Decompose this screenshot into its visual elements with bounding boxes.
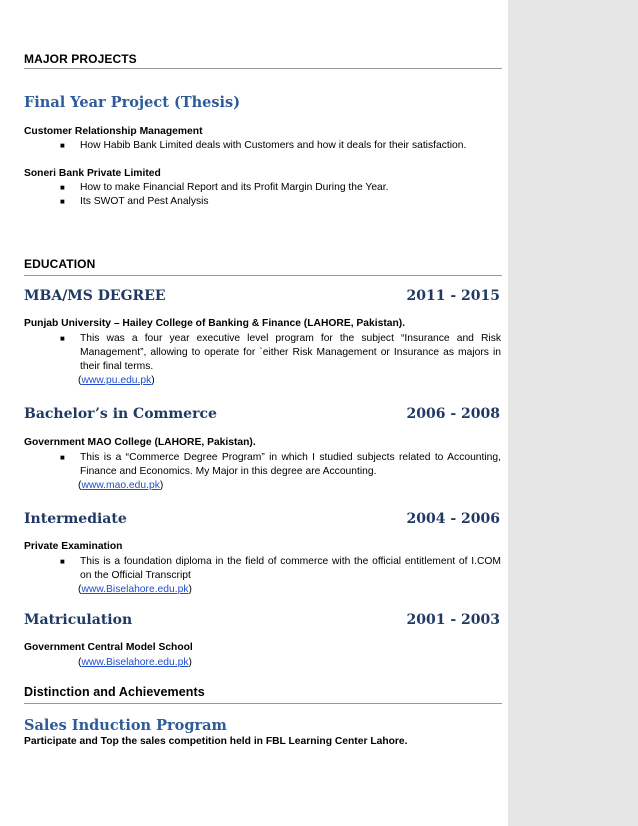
degree-row <box>24 511 500 527</box>
degree-years: 2001 - 2003 <box>406 612 500 628</box>
bullet-icon: ■ <box>60 453 65 462</box>
project-bullet: Its SWOT and Pest Analysis <box>80 196 209 207</box>
institution: Private Examination <box>24 541 123 552</box>
bullet-icon: ■ <box>60 183 65 192</box>
degree-years: 2011 - 2015 <box>406 288 500 304</box>
degree-description: This was a four year executive level program for the subject “Insurance and Risk Management”, allowing to operate for `either Risk Management or Insurance as majors in their final terms. <box>80 333 501 372</box>
project-name: Customer Relationship Management <box>24 126 203 137</box>
degree-title: MBA/MS DEGREE <box>24 288 166 304</box>
institution-link-line: (www.mao.edu.pk) <box>78 480 164 491</box>
institution-link-line: (www.Biselahore.edu.pk) <box>78 657 192 668</box>
degree-row <box>24 288 500 304</box>
institution-link[interactable]: www.Biselahore.edu.pk <box>81 657 189 668</box>
bullet-icon: ■ <box>60 141 65 150</box>
institution: Punjab University – Hailey College of Banking & Finance (LAHORE, Pakistan). <box>24 318 406 329</box>
bullet-icon: ■ <box>60 557 65 566</box>
project-title: Final Year Project (Thesis) <box>24 94 241 111</box>
project-name: Soneri Bank Private Limited <box>24 168 161 179</box>
institution-link[interactable]: www.pu.edu.pk <box>81 375 152 386</box>
degree-row <box>24 406 500 422</box>
comment-pane <box>508 0 638 826</box>
degree-years: 2006 - 2008 <box>406 406 500 422</box>
project-bullet: How Habib Bank Limited deals with Customers and how it deals for their satisfaction. <box>80 140 467 151</box>
institution-link-line: (www.pu.edu.pk) <box>78 375 155 386</box>
achievement-text: Participate and Top the sales competition held in FBL Learning Center Lahore. <box>24 736 408 747</box>
section-rule <box>24 275 502 276</box>
degree-row <box>24 612 500 628</box>
institution-link[interactable]: www.mao.edu.pk <box>81 480 160 491</box>
institution: Government Central Model School <box>24 642 193 653</box>
institution-link[interactable]: www.Biselahore.edu.pk <box>81 584 189 595</box>
bullet-icon: ■ <box>60 197 65 206</box>
section-rule <box>24 68 502 69</box>
bullet-icon: ■ <box>60 334 65 343</box>
section-rule <box>24 703 502 704</box>
institution-link-line: (www.Biselahore.edu.pk) <box>78 584 192 595</box>
degree-title: Matriculation <box>24 612 133 628</box>
education-heading: EDUCATION <box>24 257 96 271</box>
project-bullet: How to make Financial Report and its Profit Margin During the Year. <box>80 182 389 193</box>
degree-title: Bachelor’s in Commerce <box>24 406 217 422</box>
degree-years: 2004 - 2006 <box>406 511 500 527</box>
achievement-title: Sales Induction Program <box>24 717 227 734</box>
major-projects-heading: MAJOR PROJECTS <box>24 52 137 66</box>
achievements-heading: Distinction and Achievements <box>24 685 205 699</box>
degree-description: This is a “Commerce Degree Program” in which I studied subjects related to Accounting, Finance and Economics. My Major in this degree are Accounting. <box>80 452 501 477</box>
degree-title: Intermediate <box>24 511 127 527</box>
institution: Government MAO College (LAHORE, Pakistan). <box>24 437 256 448</box>
degree-description: This is a foundation diploma in the field of commerce with the official entitlement of I.COM on the Official Transcript <box>80 556 501 581</box>
